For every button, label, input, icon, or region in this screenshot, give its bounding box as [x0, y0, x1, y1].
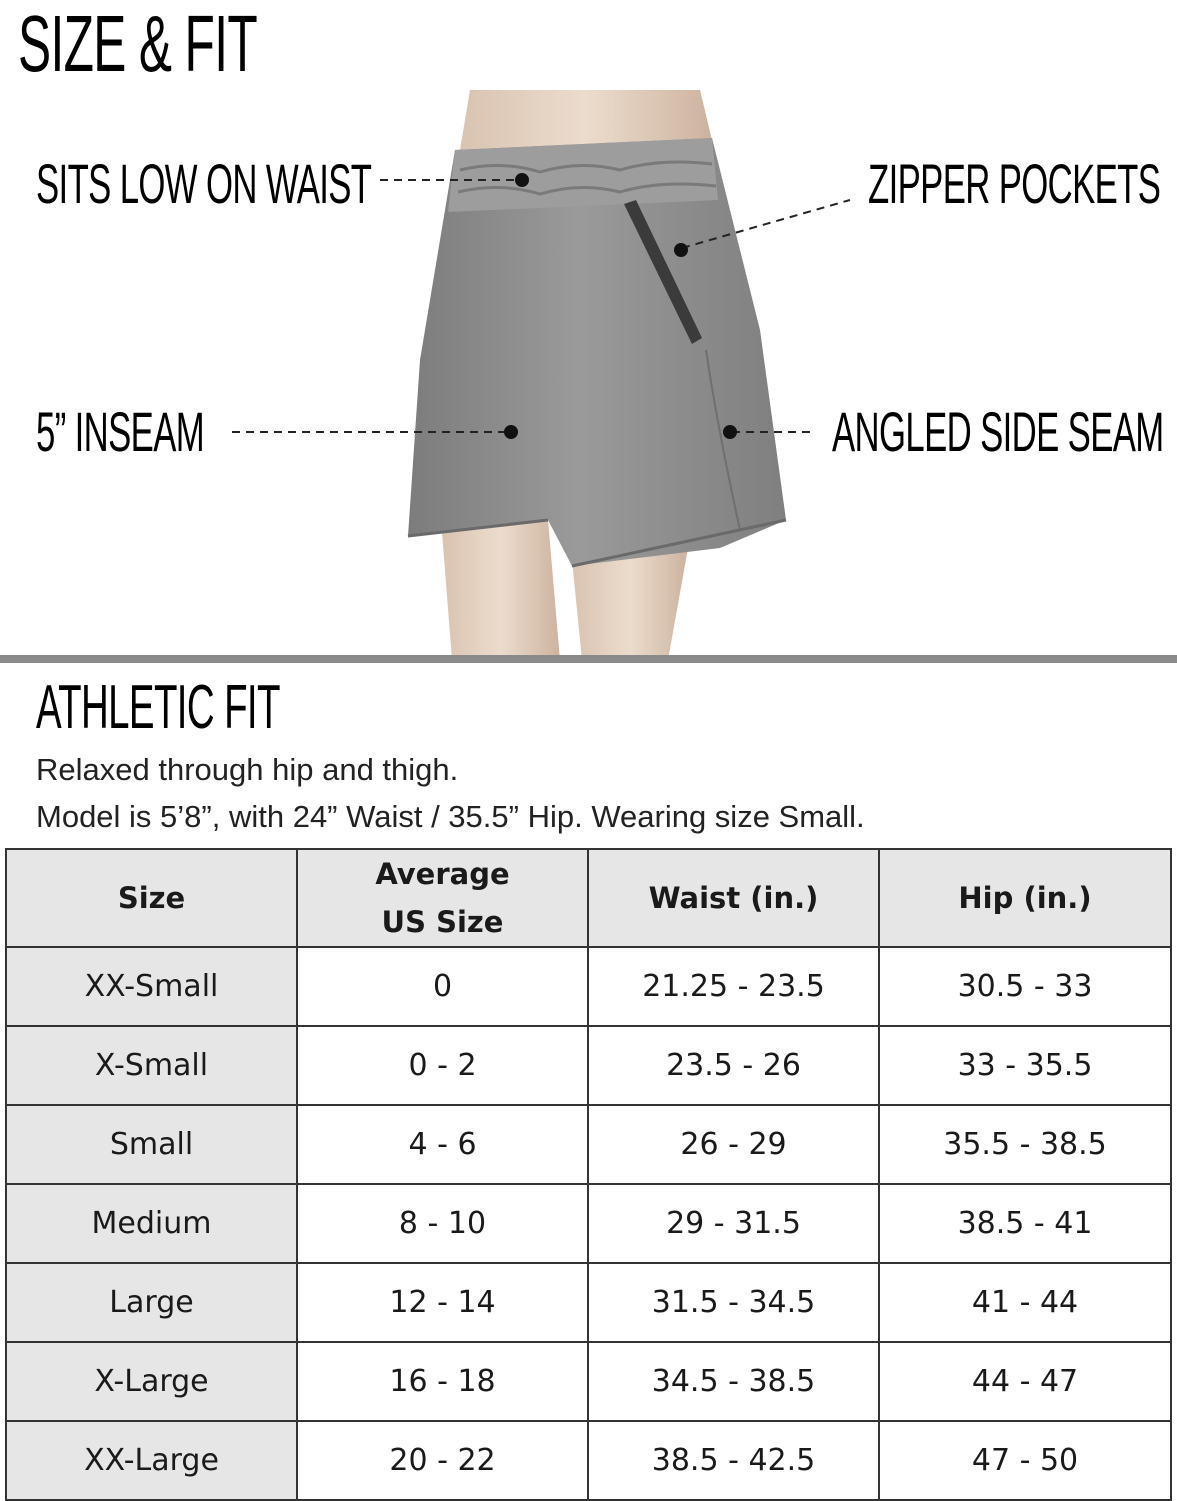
header-size: Size [6, 849, 297, 947]
cell-hip: 41 - 44 [879, 1263, 1171, 1342]
table-row [6, 947, 1171, 1026]
cell-hip: 44 - 47 [879, 1342, 1171, 1421]
shorts-product-image [0, 0, 1177, 660]
table-row [6, 1184, 1171, 1263]
cell-waist: 26 - 29 [588, 1105, 879, 1184]
cell-size: Large [6, 1263, 297, 1342]
cell-waist: 23.5 - 26 [588, 1026, 879, 1105]
cell-size: X-Large [6, 1342, 297, 1421]
table-row [6, 1421, 1171, 1500]
cell-hip: 47 - 50 [879, 1421, 1171, 1500]
cell-waist: 34.5 - 38.5 [588, 1342, 879, 1421]
cell-size: XX-Large [6, 1421, 297, 1500]
cell-size: Small [6, 1105, 297, 1184]
callout-zipper-label: ZIPPER POCKETS [868, 152, 1161, 215]
cell-us-size: 12 - 14 [297, 1263, 588, 1342]
page-title: SIZE & FIT [18, 0, 258, 88]
header-us-size-text: Average US Size [375, 857, 510, 939]
header-hip: Hip (in.) [879, 849, 1171, 947]
cell-us-size: 16 - 18 [297, 1342, 588, 1421]
header-waist: Waist (in.) [588, 849, 879, 947]
table-header-row [6, 849, 1171, 947]
cell-size: X-Small [6, 1026, 297, 1105]
header-us-size [297, 849, 588, 947]
cell-waist: 38.5 - 42.5 [588, 1421, 879, 1500]
waist-dot [515, 173, 529, 187]
fit-heading: ATHLETIC FIT [36, 673, 280, 742]
cell-hip: 35.5 - 38.5 [879, 1105, 1171, 1184]
right-leg [572, 548, 688, 660]
fit-description: Relaxed through hip and thigh. [36, 752, 459, 787]
cell-us-size: 4 - 6 [297, 1105, 588, 1184]
table-row [6, 1342, 1171, 1421]
cell-waist: 31.5 - 34.5 [588, 1263, 879, 1342]
left-leg [442, 520, 560, 660]
cell-us-size: 0 - 2 [297, 1026, 588, 1105]
callout-inseam-label: 5” INSEAM [36, 400, 205, 463]
cell-us-size: 20 - 22 [297, 1421, 588, 1500]
model-info: Model is 5’8”, with 24” Waist / 35.5” Hip. Wearing size Small. [36, 799, 865, 834]
cell-us-size: 8 - 10 [297, 1184, 588, 1263]
cell-hip: 33 - 35.5 [879, 1026, 1171, 1105]
cell-hip: 30.5 - 33 [879, 947, 1171, 1026]
cell-waist: 21.25 - 23.5 [588, 947, 879, 1026]
callout-waist-label: SITS LOW ON WAIST [36, 152, 372, 215]
waistband [448, 138, 718, 212]
table-row [6, 1026, 1171, 1105]
cell-size: XX-Small [6, 947, 297, 1026]
inseam-dot [504, 425, 518, 439]
table-row [6, 1105, 1171, 1184]
zipper-dot [674, 243, 688, 257]
cell-hip: 38.5 - 41 [879, 1184, 1171, 1263]
cell-waist: 29 - 31.5 [588, 1184, 879, 1263]
callout-seam-label: ANGLED SIDE SEAM [832, 400, 1164, 463]
cell-size: Medium [6, 1184, 297, 1263]
cell-us-size: 0 [297, 947, 588, 1026]
seam-dot [723, 425, 737, 439]
table-row [6, 1263, 1171, 1342]
size-chart-table [5, 848, 1172, 1501]
section-divider [0, 655, 1177, 663]
